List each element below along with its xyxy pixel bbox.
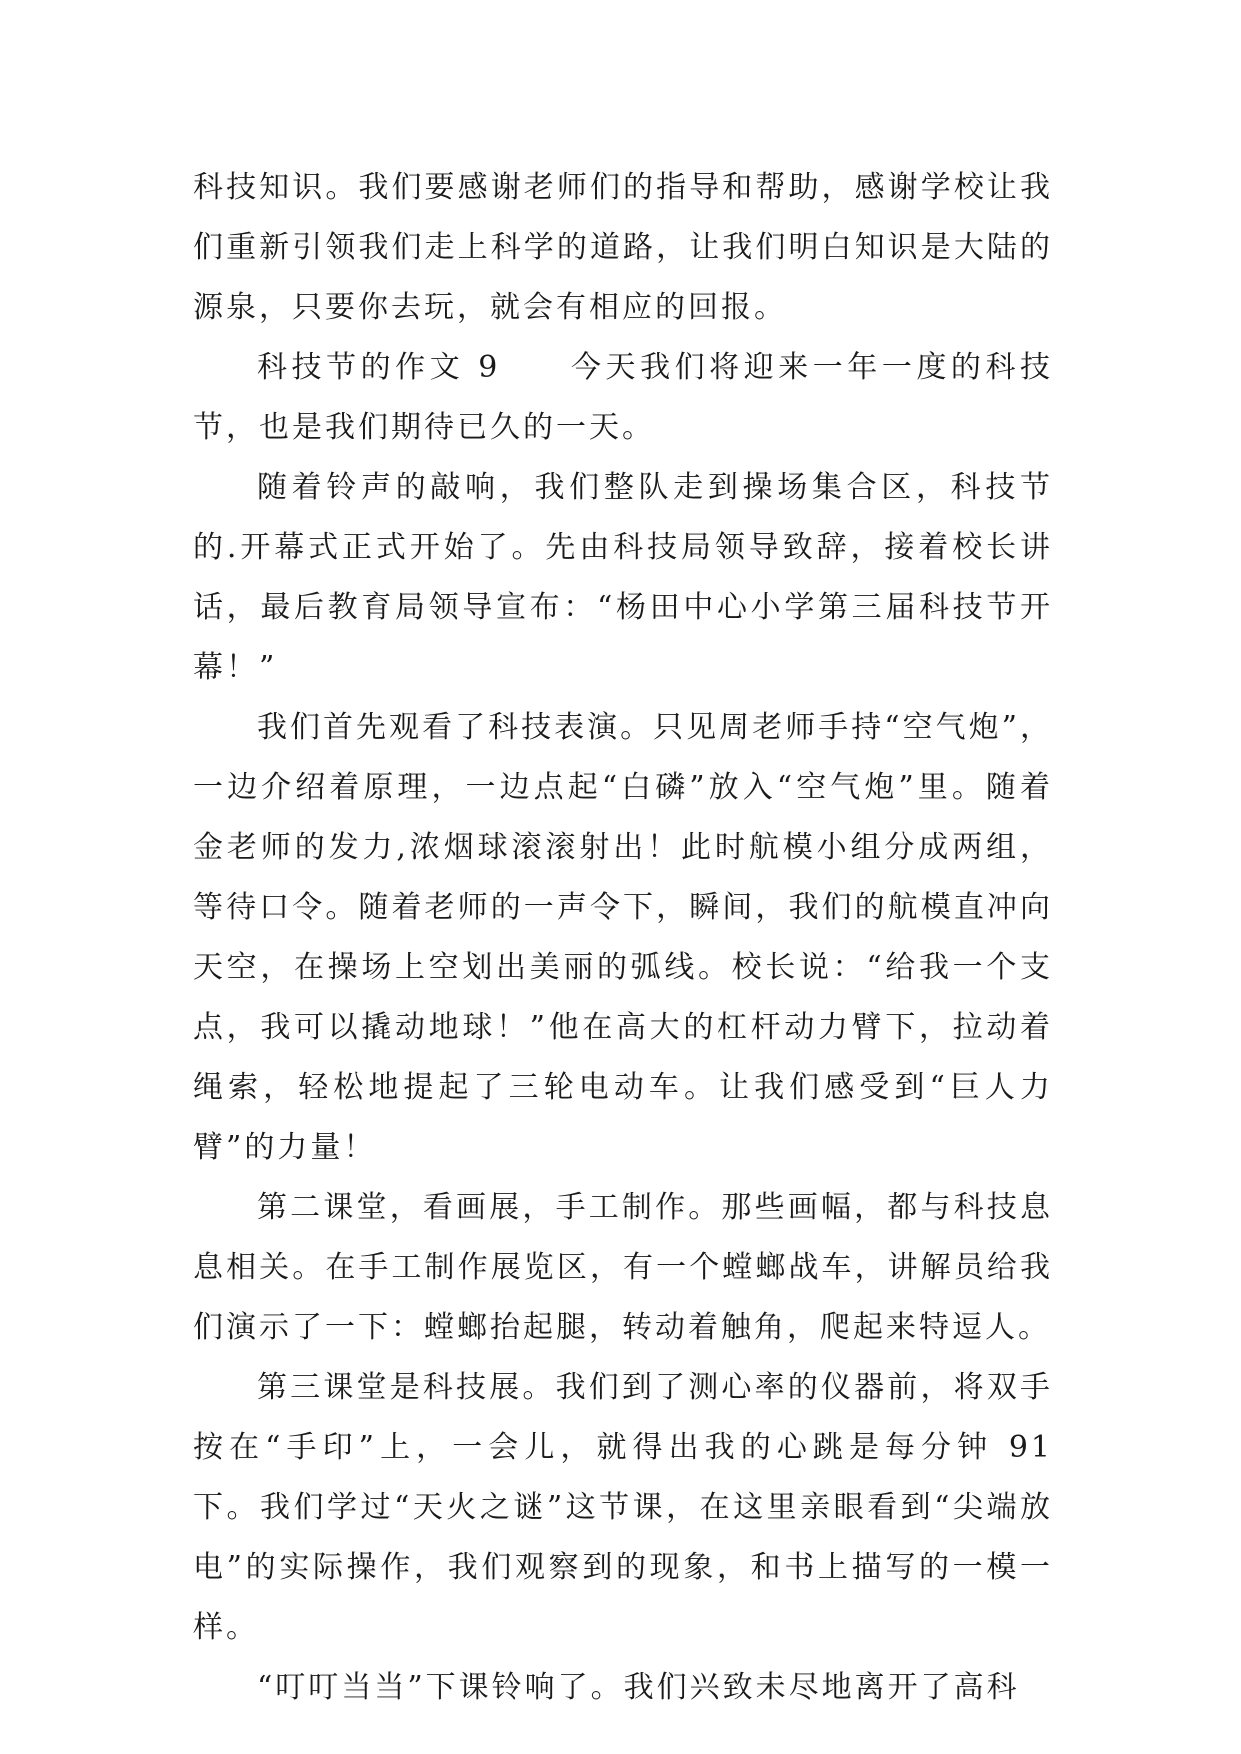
paragraph: 我们首先观看了科技表演。只见周老师手持“空气炮”，一边介绍着原理，一边点起“白磷”放入“空气炮”里。随着金老师的发力,浓烟球滚滚射出！此时航模小组分成两组，等待口令。随着老师的一声令下，瞬间，我们的航模直冲向天空，在操场上空划出美丽的弧线。校长说：“给我一个支点，我可以撬动地球！”他在高大的杠杆动力臂下，拉动着绳索，轻松地提起了三轮电动车。让我们感受到“巨人力臂”的力量！	[193, 710, 1053, 1165]
paragraph: 科技知识。我们要感谢老师们的指导和帮助，感谢学校让我们重新引领我们走上科学的道路，让我们明白知识是大陆的源泉，只要你去玩，就会有相应的回报。	[193, 170, 1053, 325]
document-page	[193, 158, 1053, 1718]
paragraph: “叮叮当当”下课铃响了。我们兴致未尽地离开了高科	[257, 1670, 1020, 1705]
paragraph: 科技节的作文 9 今天我们将迎来一年一度的科技节，也是我们期待已久的一天。	[193, 350, 1053, 445]
paragraph: 随着铃声的敲响，我们整队走到操场集合区，科技节的.开幕式正式开始了。先由科技局领导致辞，接着校长讲话，最后教育局领导宣布：“杨田中心小学第三届科技节开幕！”	[193, 470, 1053, 685]
paragraph: 第二课堂，看画展，手工制作。那些画幅，都与科技息息相关。在手工制作展览区，有一个螳螂战车，讲解员给我们演示了一下：螳螂抬起腿，转动着触角，爬起来特逗人。	[193, 1190, 1053, 1345]
paragraph: 第三课堂是科技展。我们到了测心率的仪器前，将双手按在“手印”上，一会儿，就得出我的心跳是每分钟 91 下。我们学过“天火之谜”这节课，在这里亲眼看到“尖端放电”的实际操作，我们观察到的现象，和书上描写的一模一样。	[193, 1370, 1053, 1645]
